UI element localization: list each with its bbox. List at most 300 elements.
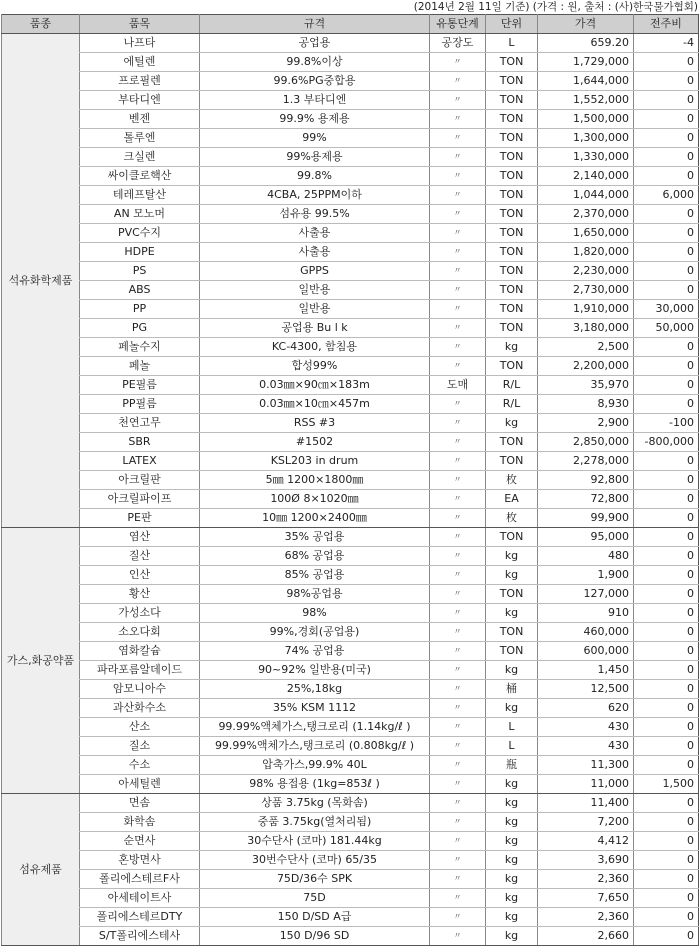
change-cell: 0 <box>634 262 699 281</box>
table-row <box>2 585 699 604</box>
item-cell: PE필름 <box>80 376 200 395</box>
spec-cell: 99% <box>200 129 430 148</box>
change-cell: 0 <box>634 889 699 908</box>
category-cell: 가스,화공약품 <box>2 528 80 794</box>
change-cell: -100 <box>634 414 699 433</box>
spec-cell: 합성99% <box>200 357 430 376</box>
spec-cell: 75D/36수 SPK <box>200 870 430 889</box>
spec-cell: 99.99%액체가스,탱크로리 (0.808kg/ℓ ) <box>200 737 430 756</box>
table-row <box>2 300 699 319</box>
price-cell: 11,000 <box>538 775 634 794</box>
item-cell: 천연고무 <box>80 414 200 433</box>
unit-cell: TON <box>486 186 538 205</box>
table-row <box>2 547 699 566</box>
stage-cell: 〃 <box>430 661 486 680</box>
unit-cell: kg <box>486 832 538 851</box>
change-cell: 0 <box>634 148 699 167</box>
unit-cell: TON <box>486 110 538 129</box>
stage-cell: 〃 <box>430 319 486 338</box>
price-cell: 2,360 <box>538 870 634 889</box>
spec-cell: 상품 3.75kg (목화솜) <box>200 794 430 813</box>
header-row <box>2 15 699 34</box>
unit-cell: kg <box>486 794 538 813</box>
unit-cell: L <box>486 34 538 53</box>
item-cell: 페놀수지 <box>80 338 200 357</box>
stage-cell: 〃 <box>430 547 486 566</box>
spec-cell: 0.03㎜×90㎝×183m <box>200 376 430 395</box>
item-cell: 폴리에스테르DTY <box>80 908 200 927</box>
item-cell: PP <box>80 300 200 319</box>
spec-cell: 98%공업용 <box>200 585 430 604</box>
unit-cell: TON <box>486 148 538 167</box>
change-cell: 0 <box>634 205 699 224</box>
stage-cell: 〃 <box>430 452 486 471</box>
item-cell: PE판 <box>80 509 200 528</box>
table-row <box>2 224 699 243</box>
spec-cell: KC-4300, 함침용 <box>200 338 430 357</box>
spec-cell: 85% 공업용 <box>200 566 430 585</box>
price-cell: 2,900 <box>538 414 634 433</box>
spec-cell: 150 D/SD A급 <box>200 908 430 927</box>
table-row <box>2 167 699 186</box>
unit-cell: kg <box>486 699 538 718</box>
unit-cell: kg <box>486 547 538 566</box>
change-cell: 0 <box>634 395 699 414</box>
item-cell: 면솜 <box>80 794 200 813</box>
table-row <box>2 927 699 946</box>
table-row <box>2 395 699 414</box>
spec-cell: 99.99%액체가스,탱크로리 (1.14kg/ℓ ) <box>200 718 430 737</box>
unit-cell: TON <box>486 205 538 224</box>
spec-cell: 공업용 <box>200 34 430 53</box>
price-cell: 1,500,000 <box>538 110 634 129</box>
stage-cell: 〃 <box>430 813 486 832</box>
change-cell: 0 <box>634 699 699 718</box>
unit-cell: kg <box>486 927 538 946</box>
price-cell: 430 <box>538 718 634 737</box>
unit-cell: kg <box>486 813 538 832</box>
item-cell: 벤젠 <box>80 110 200 129</box>
change-cell: 0 <box>634 851 699 870</box>
spec-cell: 98% 용접용 (1kg=853ℓ ) <box>200 775 430 794</box>
item-cell: PG <box>80 319 200 338</box>
stage-cell: 〃 <box>430 243 486 262</box>
table-row <box>2 623 699 642</box>
item-cell: 프로필렌 <box>80 72 200 91</box>
table-row <box>2 205 699 224</box>
spec-cell: 99%,경회(공업용) <box>200 623 430 642</box>
spec-cell: 90~92% 일반용(미국) <box>200 661 430 680</box>
unit-cell: L <box>486 718 538 737</box>
item-cell: 아세테이트사 <box>80 889 200 908</box>
change-cell: 0 <box>634 585 699 604</box>
price-cell: 620 <box>538 699 634 718</box>
spec-cell: 1.3 부타디엔 <box>200 91 430 110</box>
unit-cell: 枚 <box>486 471 538 490</box>
spec-cell: 75D <box>200 889 430 908</box>
table-row <box>2 319 699 338</box>
unit-cell: TON <box>486 357 538 376</box>
change-cell: 30,000 <box>634 300 699 319</box>
item-cell: AN 모노머 <box>80 205 200 224</box>
price-cell: 2,200,000 <box>538 357 634 376</box>
stage-cell: 도매 <box>430 376 486 395</box>
price-cell: 4,412 <box>538 832 634 851</box>
stage-cell: 〃 <box>430 889 486 908</box>
price-cell: 2,360 <box>538 908 634 927</box>
table-row <box>2 262 699 281</box>
change-cell: 0 <box>634 72 699 91</box>
price-cell: 1,644,000 <box>538 72 634 91</box>
table-row <box>2 699 699 718</box>
spec-cell: 30수단사 (코마) 181.44kg <box>200 832 430 851</box>
item-cell: HDPE <box>80 243 200 262</box>
table-row <box>2 851 699 870</box>
stage-cell: 〃 <box>430 566 486 585</box>
spec-cell: 68% 공업용 <box>200 547 430 566</box>
price-cell: 2,278,000 <box>538 452 634 471</box>
spec-cell: 99.8% <box>200 167 430 186</box>
price-cell: 3,690 <box>538 851 634 870</box>
spec-cell: 일반용 <box>200 281 430 300</box>
stage-cell: 〃 <box>430 851 486 870</box>
table-row <box>2 756 699 775</box>
price-cell: 127,000 <box>538 585 634 604</box>
change-cell: 0 <box>634 53 699 72</box>
spec-cell: 0.03㎜×10㎝×457m <box>200 395 430 414</box>
stage-cell: 〃 <box>430 490 486 509</box>
spec-cell: KSL203 in drum <box>200 452 430 471</box>
stage-cell: 〃 <box>430 148 486 167</box>
stage-cell: 〃 <box>430 699 486 718</box>
item-cell: 염산 <box>80 528 200 547</box>
price-cell: 11,400 <box>538 794 634 813</box>
stage-cell: 〃 <box>430 129 486 148</box>
price-cell: 2,230,000 <box>538 262 634 281</box>
table-row <box>2 509 699 528</box>
unit-cell: TON <box>486 129 538 148</box>
stage-cell: 〃 <box>430 167 486 186</box>
spec-cell: 사출용 <box>200 224 430 243</box>
unit-cell: kg <box>486 870 538 889</box>
header-category: 품종 <box>2 15 80 34</box>
header-spec: 규격 <box>200 15 430 34</box>
stage-cell: 〃 <box>430 756 486 775</box>
stage-cell: 〃 <box>430 927 486 946</box>
stage-cell: 〃 <box>430 338 486 357</box>
price-cell: 2,370,000 <box>538 205 634 224</box>
change-cell: 0 <box>634 490 699 509</box>
table-row <box>2 718 699 737</box>
unit-cell: kg <box>486 661 538 680</box>
change-cell: 0 <box>634 338 699 357</box>
category-cell: 섬유제품 <box>2 794 80 946</box>
unit-cell: TON <box>486 585 538 604</box>
item-cell: 인산 <box>80 566 200 585</box>
unit-cell: kg <box>486 604 538 623</box>
change-cell: 0 <box>634 129 699 148</box>
unit-cell: L <box>486 737 538 756</box>
item-cell: 질소 <box>80 737 200 756</box>
header-unit: 단위 <box>486 15 538 34</box>
change-cell: 0 <box>634 509 699 528</box>
change-cell: 0 <box>634 566 699 585</box>
price-cell: 1,820,000 <box>538 243 634 262</box>
item-cell: 암모니아수 <box>80 680 200 699</box>
price-cell: 2,730,000 <box>538 281 634 300</box>
change-cell: 0 <box>634 357 699 376</box>
unit-cell: TON <box>486 91 538 110</box>
price-cell: 35,970 <box>538 376 634 395</box>
stage-cell: 〃 <box>430 718 486 737</box>
price-cell: 1,729,000 <box>538 53 634 72</box>
item-cell: 염화칼슘 <box>80 642 200 661</box>
stage-cell: 〃 <box>430 471 486 490</box>
change-cell: -4 <box>634 34 699 53</box>
price-cell: 430 <box>538 737 634 756</box>
stage-cell: 〃 <box>430 281 486 300</box>
price-cell: 2,500 <box>538 338 634 357</box>
table-row <box>2 357 699 376</box>
unit-cell: kg <box>486 566 538 585</box>
stage-cell: 〃 <box>430 737 486 756</box>
stage-cell: 〃 <box>430 623 486 642</box>
stage-cell: 〃 <box>430 642 486 661</box>
unit-cell: kg <box>486 775 538 794</box>
stage-cell: 〃 <box>430 72 486 91</box>
item-cell: 가성소다 <box>80 604 200 623</box>
price-cell: 2,850,000 <box>538 433 634 452</box>
change-cell: 0 <box>634 737 699 756</box>
stage-cell: 〃 <box>430 224 486 243</box>
table-row <box>2 433 699 452</box>
table-row <box>2 91 699 110</box>
item-cell: SBR <box>80 433 200 452</box>
item-cell: LATEX <box>80 452 200 471</box>
table-row <box>2 813 699 832</box>
price-cell: 1,300,000 <box>538 129 634 148</box>
table-row <box>2 528 699 547</box>
table-row <box>2 452 699 471</box>
item-cell: 산소 <box>80 718 200 737</box>
spec-cell: 10㎜ 1200×2400㎜ <box>200 509 430 528</box>
item-cell: 에틸렌 <box>80 53 200 72</box>
price-cell: 92,800 <box>538 471 634 490</box>
unit-cell: TON <box>486 167 538 186</box>
stage-cell: 〃 <box>430 53 486 72</box>
table-row <box>2 338 699 357</box>
unit-cell: TON <box>486 72 538 91</box>
unit-cell: TON <box>486 281 538 300</box>
item-cell: 순면사 <box>80 832 200 851</box>
stage-cell: 공장도 <box>430 34 486 53</box>
price-cell: 72,800 <box>538 490 634 509</box>
change-cell: 0 <box>634 167 699 186</box>
unit-cell: kg <box>486 851 538 870</box>
stage-cell: 〃 <box>430 186 486 205</box>
unit-cell: EA <box>486 490 538 509</box>
change-cell: 1,500 <box>634 775 699 794</box>
table-row <box>2 870 699 889</box>
price-cell: 95,000 <box>538 528 634 547</box>
unit-cell: kg <box>486 414 538 433</box>
table-row <box>2 661 699 680</box>
table-caption: (2014년 2월 11일 기준) (가격 : 원, 출처 : (사)한국물가협회) <box>413 1 698 13</box>
unit-cell: TON <box>486 528 538 547</box>
header-change: 전주비 <box>634 15 699 34</box>
spec-cell: GPPS <box>200 262 430 281</box>
price-cell: 480 <box>538 547 634 566</box>
table-row <box>2 414 699 433</box>
stage-cell: 〃 <box>430 908 486 927</box>
item-cell: PS <box>80 262 200 281</box>
stage-cell: 〃 <box>430 357 486 376</box>
change-cell: 0 <box>634 452 699 471</box>
item-cell: 소오다회 <box>80 623 200 642</box>
price-cell: 3,180,000 <box>538 319 634 338</box>
spec-cell: 공업용 Bu l k <box>200 319 430 338</box>
item-cell: 나프타 <box>80 34 200 53</box>
item-cell: 황산 <box>80 585 200 604</box>
item-cell: PP필름 <box>80 395 200 414</box>
item-cell: 폴리에스테르F사 <box>80 870 200 889</box>
table-row <box>2 243 699 262</box>
unit-cell: TON <box>486 224 538 243</box>
unit-cell: TON <box>486 642 538 661</box>
spec-cell: 4CBA, 25PPM이하 <box>200 186 430 205</box>
price-cell: 1,044,000 <box>538 186 634 205</box>
change-cell: 0 <box>634 547 699 566</box>
price-cell: 460,000 <box>538 623 634 642</box>
price-cell: 2,660 <box>538 927 634 946</box>
unit-cell: R/L <box>486 395 538 414</box>
unit-cell: kg <box>486 908 538 927</box>
item-cell: 화학솜 <box>80 813 200 832</box>
change-cell: 0 <box>634 243 699 262</box>
price-cell: 7,200 <box>538 813 634 832</box>
stage-cell: 〃 <box>430 433 486 452</box>
item-cell: 혼방면사 <box>80 851 200 870</box>
unit-cell: R/L <box>486 376 538 395</box>
item-cell: PVC수지 <box>80 224 200 243</box>
spec-cell: 99.9% 용제용 <box>200 110 430 129</box>
spec-cell: 100Ø 8×1020㎜ <box>200 490 430 509</box>
price-cell: 1,650,000 <box>538 224 634 243</box>
spec-cell: 35% KSM 1112 <box>200 699 430 718</box>
stage-cell: 〃 <box>430 528 486 547</box>
change-cell: 0 <box>634 661 699 680</box>
item-cell: 싸이클로핵산 <box>80 167 200 186</box>
table-row <box>2 908 699 927</box>
stage-cell: 〃 <box>430 110 486 129</box>
item-cell: 아세틸렌 <box>80 775 200 794</box>
spec-cell: RSS #3 <box>200 414 430 433</box>
price-cell: 1,900 <box>538 566 634 585</box>
table-row <box>2 471 699 490</box>
price-cell: 11,300 <box>538 756 634 775</box>
table-row <box>2 281 699 300</box>
price-cell: 659.20 <box>538 34 634 53</box>
change-cell: 6,000 <box>634 186 699 205</box>
table-row <box>2 186 699 205</box>
unit-cell: TON <box>486 262 538 281</box>
spec-cell: #1502 <box>200 433 430 452</box>
header-stage: 유통단계 <box>430 15 486 34</box>
change-cell: 0 <box>634 376 699 395</box>
change-cell: 0 <box>634 471 699 490</box>
change-cell: 0 <box>634 927 699 946</box>
price-cell: 2,140,000 <box>538 167 634 186</box>
item-cell: 테레프탈산 <box>80 186 200 205</box>
change-cell: 0 <box>634 642 699 661</box>
change-cell: 0 <box>634 908 699 927</box>
unit-cell: TON <box>486 243 538 262</box>
spec-cell: 압축가스,99.9% 40L <box>200 756 430 775</box>
price-cell: 1,450 <box>538 661 634 680</box>
stage-cell: 〃 <box>430 832 486 851</box>
table-row <box>2 604 699 623</box>
table-row <box>2 680 699 699</box>
change-cell: 0 <box>634 528 699 547</box>
spec-cell: 30번수단사 (코마) 65/35 <box>200 851 430 870</box>
price-cell: 910 <box>538 604 634 623</box>
item-cell: 페놀 <box>80 357 200 376</box>
stage-cell: 〃 <box>430 262 486 281</box>
item-cell: 과산화수소 <box>80 699 200 718</box>
price-table <box>1 14 699 946</box>
spec-cell: 일반용 <box>200 300 430 319</box>
table-row <box>2 376 699 395</box>
price-cell: 12,500 <box>538 680 634 699</box>
price-cell: 1,910,000 <box>538 300 634 319</box>
table-row <box>2 832 699 851</box>
price-cell: 99,900 <box>538 509 634 528</box>
stage-cell: 〃 <box>430 414 486 433</box>
spec-cell: 중품 3.75kg(열처리됨) <box>200 813 430 832</box>
stage-cell: 〃 <box>430 585 486 604</box>
spec-cell: 150 D/96 SD <box>200 927 430 946</box>
spec-cell: 99.8%이상 <box>200 53 430 72</box>
table-row <box>2 34 699 53</box>
unit-cell: 桶 <box>486 680 538 699</box>
stage-cell: 〃 <box>430 680 486 699</box>
change-cell: 0 <box>634 832 699 851</box>
change-cell: 0 <box>634 718 699 737</box>
change-cell: -800,000 <box>634 433 699 452</box>
item-cell: 톨루엔 <box>80 129 200 148</box>
item-cell: 파라포름알데이드 <box>80 661 200 680</box>
item-cell: ABS <box>80 281 200 300</box>
spec-cell: 5㎜ 1200×1800㎜ <box>200 471 430 490</box>
change-cell: 0 <box>634 756 699 775</box>
stage-cell: 〃 <box>430 300 486 319</box>
unit-cell: TON <box>486 433 538 452</box>
change-cell: 50,000 <box>634 319 699 338</box>
item-cell: 질산 <box>80 547 200 566</box>
category-cell: 석유화학제품 <box>2 34 80 528</box>
table-row <box>2 889 699 908</box>
spec-cell: 74% 공업용 <box>200 642 430 661</box>
unit-cell: 瓶 <box>486 756 538 775</box>
stage-cell: 〃 <box>430 775 486 794</box>
stage-cell: 〃 <box>430 91 486 110</box>
item-cell: S/T폴리에스테사 <box>80 927 200 946</box>
table-row <box>2 737 699 756</box>
spec-cell: 사출용 <box>200 243 430 262</box>
header-item: 품목 <box>80 15 200 34</box>
change-cell: 0 <box>634 604 699 623</box>
spec-cell: 섬유용 99.5% <box>200 205 430 224</box>
